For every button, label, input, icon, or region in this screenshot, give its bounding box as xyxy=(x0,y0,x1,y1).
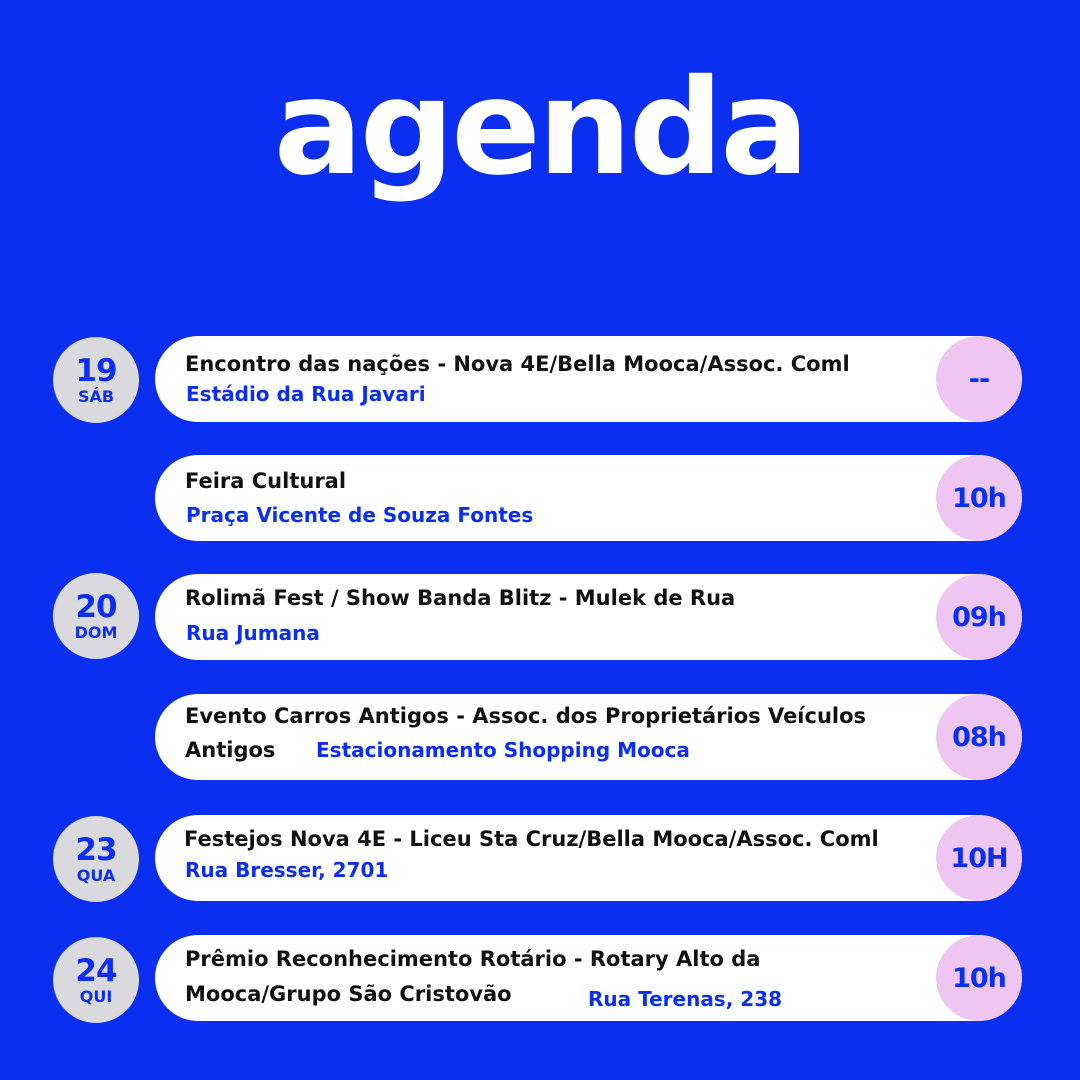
event-time: 10h xyxy=(936,935,1022,1021)
event-name: Rolimã Fest / Show Banda Blitz - Mulek de Rua xyxy=(185,586,736,610)
event-place: Praça Vicente de Souza Fontes xyxy=(186,503,534,527)
event-time: -- xyxy=(936,336,1022,422)
date-day: 23 xyxy=(75,831,117,868)
event-time: 09h xyxy=(936,574,1022,660)
event-place: Estacionamento Shopping Mooca xyxy=(316,738,690,762)
event-card[interactable] xyxy=(155,815,1022,901)
event-card[interactable] xyxy=(155,336,1022,422)
event-time: 10H xyxy=(936,815,1022,901)
event-name-line1: Evento Carros Antigos - Assoc. dos Proprietários Veículos xyxy=(185,704,867,728)
page-title: agenda xyxy=(273,51,807,205)
event-name-line2: Antigos xyxy=(185,738,276,762)
event-place: Rua Terenas, 238 xyxy=(588,987,783,1011)
date-weekday: DOM xyxy=(74,622,118,642)
event-card[interactable] xyxy=(155,455,1022,541)
event-card[interactable] xyxy=(155,694,1022,780)
event-card[interactable] xyxy=(155,574,1022,660)
event-name: Encontro das nações - Nova 4E/Bella Mooca/Assoc. Coml xyxy=(185,352,850,376)
event-name-line1: Prêmio Reconhecimento Rotário - Rotary Alto da xyxy=(185,947,761,971)
event-name: Feira Cultural xyxy=(185,469,347,493)
event-place: Rua Bresser, 2701 xyxy=(185,858,389,882)
date-day: 20 xyxy=(75,588,117,625)
event-name-line2: Mooca/Grupo São Cristovão xyxy=(185,982,512,1006)
event-time: 10h xyxy=(936,455,1022,541)
event-place: Rua Jumana xyxy=(186,621,320,645)
date-day: 24 xyxy=(75,952,117,989)
date-badge-20 xyxy=(53,573,139,659)
date-weekday: QUI xyxy=(79,986,113,1006)
date-weekday: SÁB xyxy=(77,386,115,406)
event-card[interactable] xyxy=(155,935,1022,1021)
event-name: Festejos Nova 4E - Liceu Sta Cruz/Bella Mooca/Assoc. Coml xyxy=(184,827,879,851)
date-weekday: QUA xyxy=(76,865,116,885)
event-time: 08h xyxy=(936,694,1022,780)
date-badge-23 xyxy=(53,816,139,902)
event-place: Estádio da Rua Javari xyxy=(186,382,426,406)
date-badge-24 xyxy=(53,937,139,1023)
date-badge-19 xyxy=(53,337,139,423)
date-day: 19 xyxy=(75,352,117,389)
